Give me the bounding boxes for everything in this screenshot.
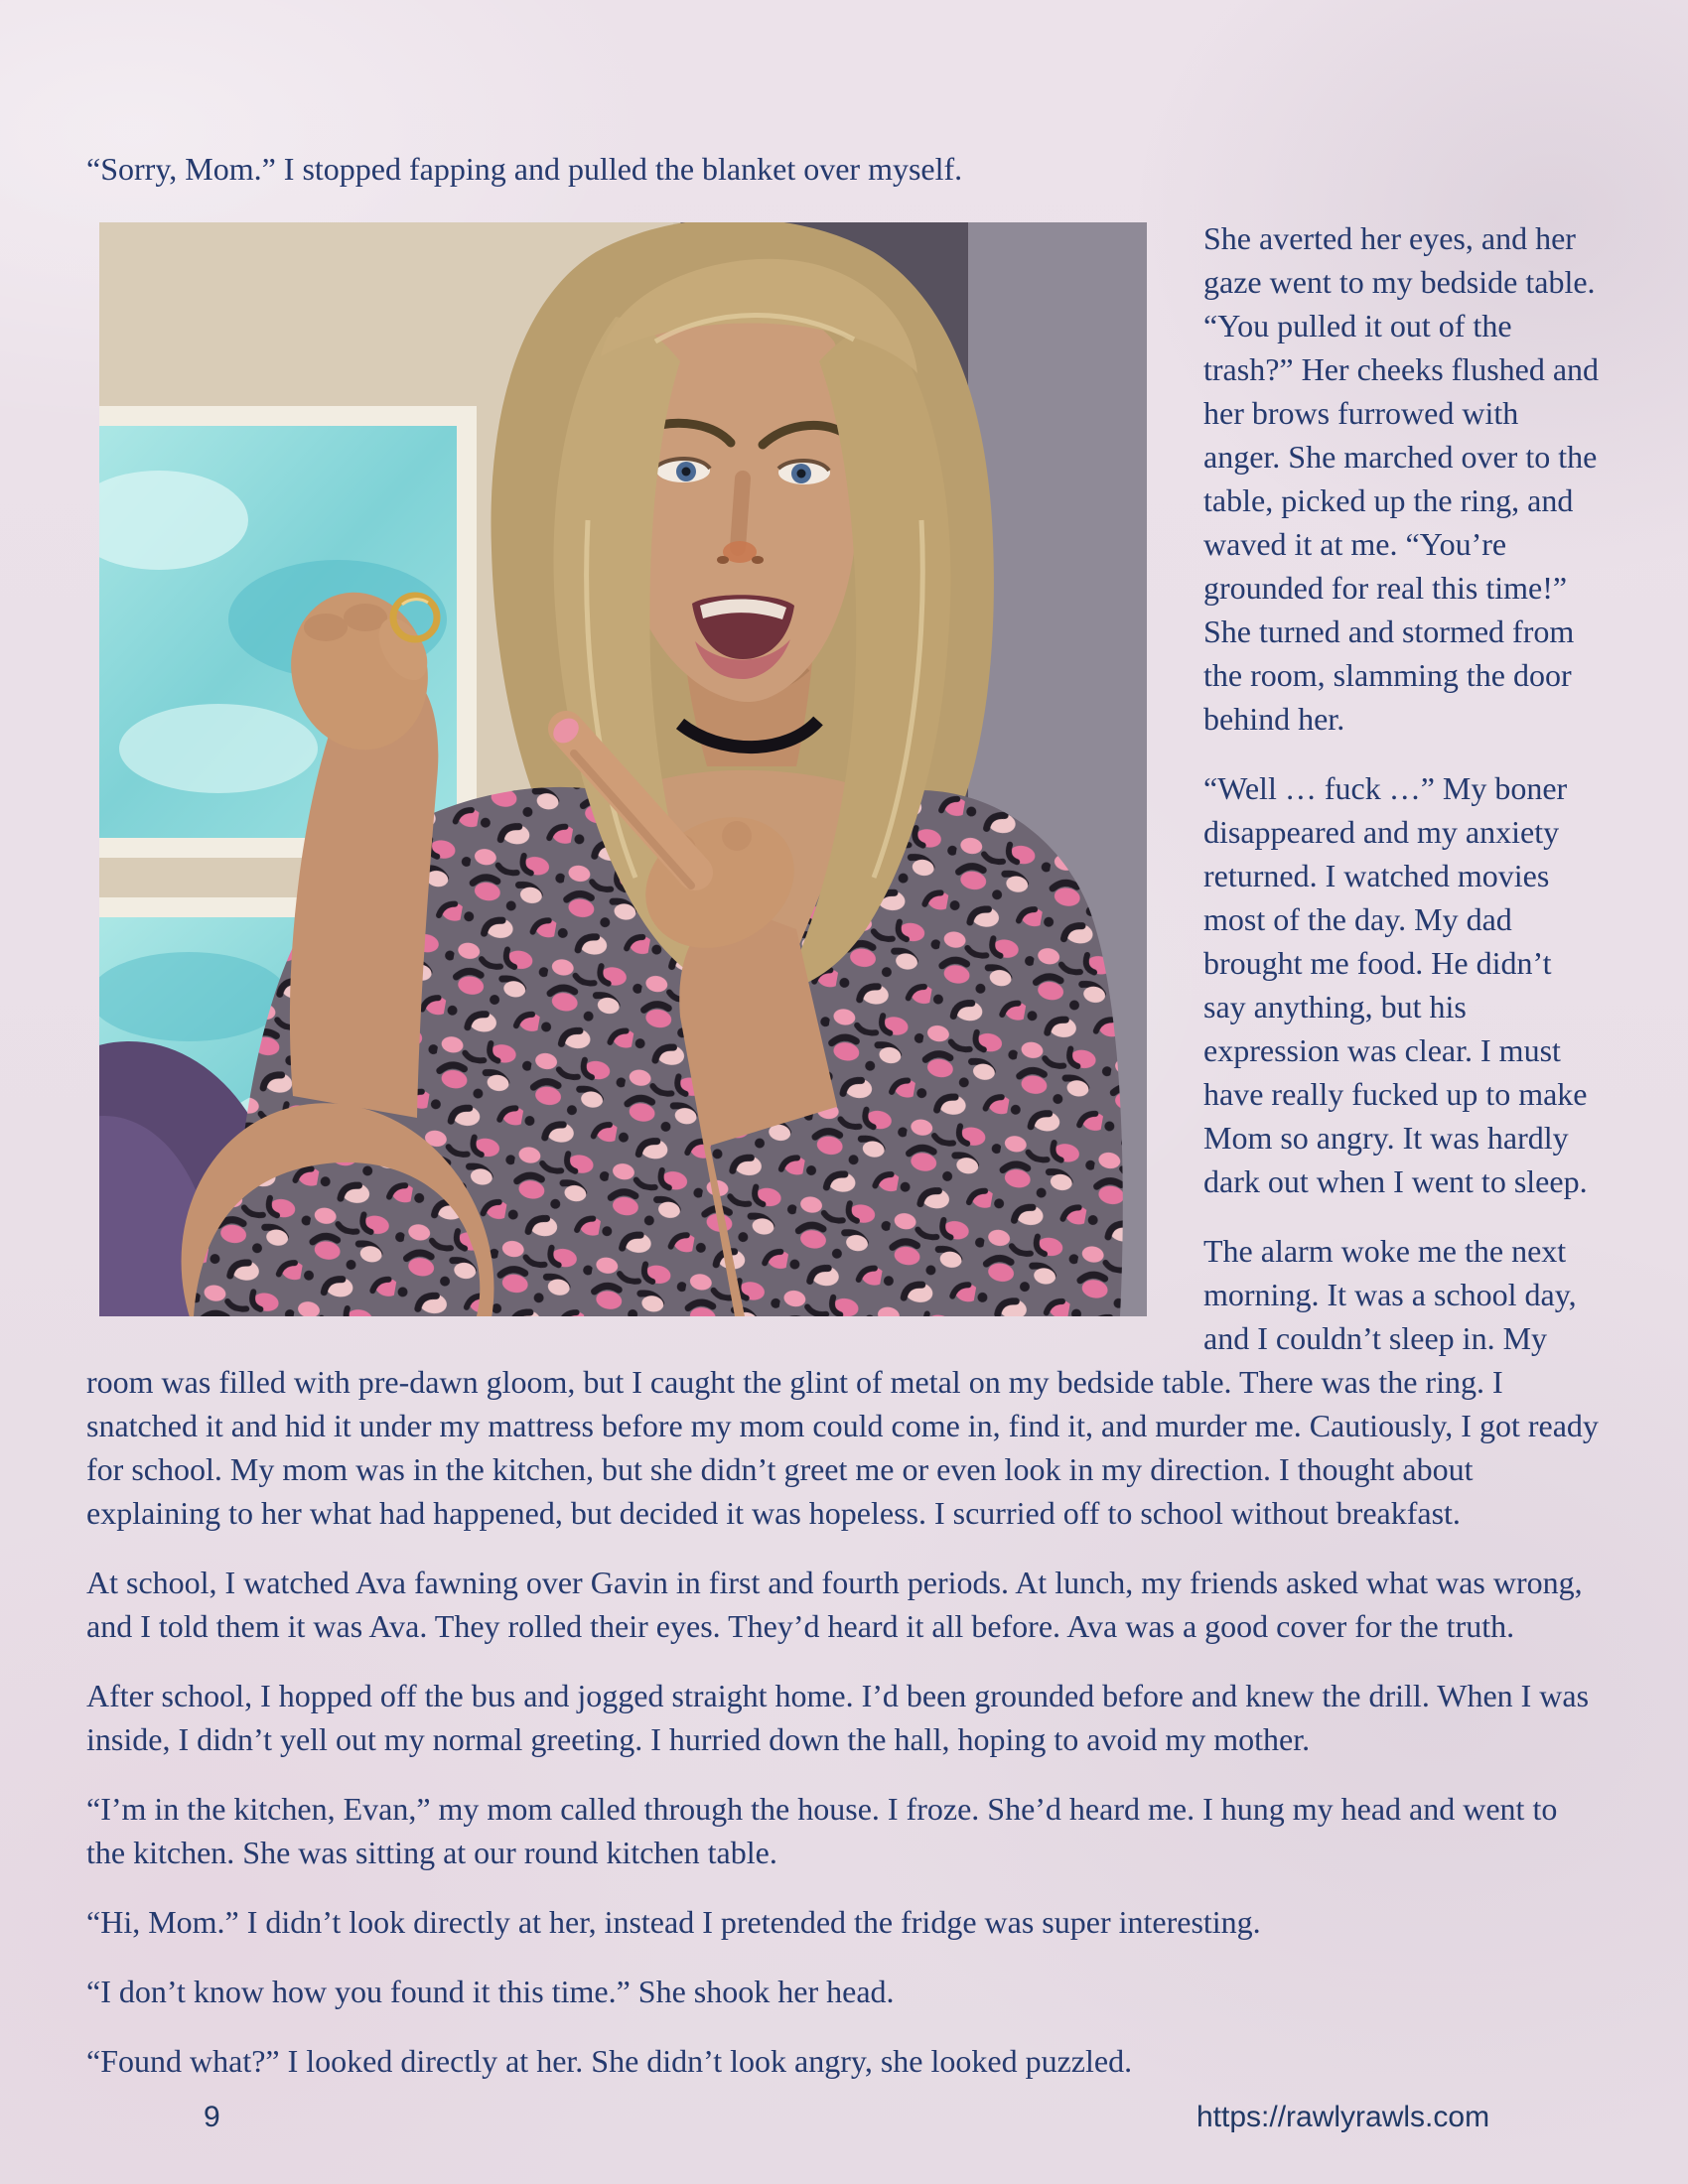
- nose: [738, 478, 743, 548]
- story-paragraph: “Hi, Mom.” I didn’t look directly at her, instead I pretended the fridge was super interesting.: [86, 1904, 1261, 1940]
- opening-paragraph: “Sorry, Mom.” I stopped fapping and pulled the blanket over myself.: [86, 151, 963, 187]
- story-paragraph: The alarm woke me the next morning. It was a school day, and I couldn’t sleep in. My room was filled with pre-dawn gloom, but I caught the glint of metal on my bedside table. There was the ring. I snatched it and hid it under my mattress before my mom could come in, find it, and murder me. Cautiously, I got ready for school. My mom was in the kitchen, but she didn’t greet me or even look in my direction. I thought about explaining to her what had happened, but decided it was hopeless. I scurried off to school without breakfast.: [86, 1233, 1599, 1531]
- story-paragraph: After school, I hopped off the bus and jogged straight home. I’d been grounded before and knew the drill. When I was inside, I didn’t yell out my normal greeting. I hurried down the hall, hoping to avoid my mother.: [86, 1678, 1590, 1757]
- story-paragraph: She averted her eyes, and her gaze went to my bedside table. “You pulled it out of the trash?” Her cheeks flushed and her brows furrowed with anger. She marched over to the table, picked up the ring, and waved it at me. “You’re grounded for real this time!” She turned and stormed from the room, slamming the door behind her.: [1203, 220, 1600, 737]
- story-photo: [99, 222, 1147, 1316]
- story-paragraph: “I’m in the kitchen, Evan,” my mom called through the house. I froze. She’d heard me. I hung my head and went to the kitchen. She was sitting at our round kitchen table.: [86, 1791, 1558, 1870]
- story-paragraph: “Well … fuck …” My boner disappeared and my anxiety returned. I watched movies most of the day. My dad brought me food. He didn’t say anything, but his expression was clear. I must have really fucked up to make Mom so angry. It was hardly dark out when I went to sleep.: [1203, 770, 1588, 1199]
- page-number: 9: [204, 2101, 220, 2133]
- story-paragraph: “I don’t know how you found it this time.” She shook her head.: [86, 1974, 895, 2009]
- website-link[interactable]: https://rawlyrawls.com: [1196, 2101, 1490, 2133]
- story-paragraph: At school, I watched Ava fawning over Gavin in first and fourth periods. At lunch, my friends asked what was wrong, and I told them it was Ava. They rolled their eyes. They’d heard it all before. Ava was a good cover for the truth.: [86, 1565, 1583, 1644]
- story-paragraph: “Found what?” I looked directly at her. She didn’t look angry, she looked puzzled.: [86, 2043, 1133, 2079]
